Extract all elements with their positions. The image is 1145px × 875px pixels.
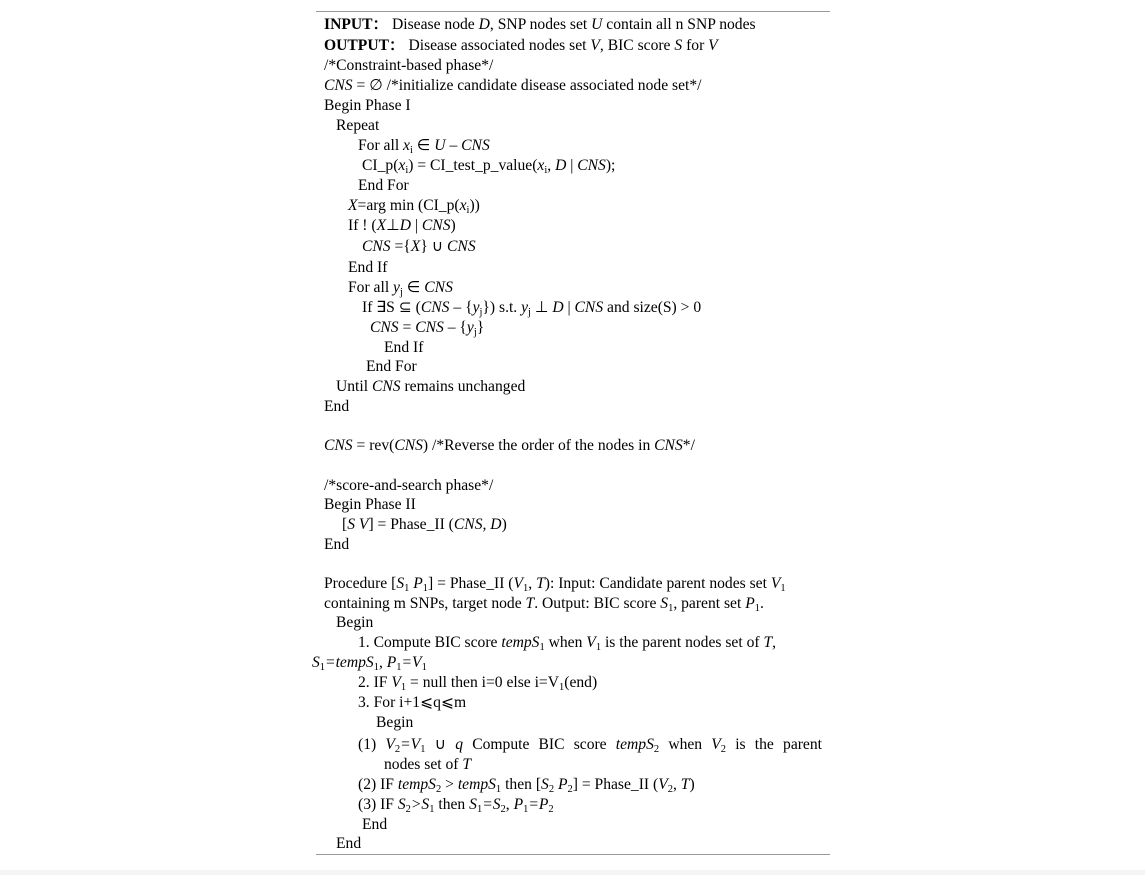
line-segment: 1: [495, 784, 502, 795]
line-segment: T: [462, 756, 472, 773]
algorithm-line: [358, 693, 466, 713]
line-segment: Disease associated nodes set: [404, 37, 591, 54]
line-segment: V: [770, 575, 781, 592]
line-segment: =: [398, 319, 416, 336]
algorithm-line: [324, 495, 416, 515]
line-segment: x: [398, 157, 406, 174]
line-segment: – {: [449, 299, 473, 316]
line-segment: , parent set: [673, 595, 746, 612]
line-segment: and size(S) > 0: [603, 299, 702, 316]
line-segment: |: [566, 157, 578, 174]
line-segment: D: [552, 299, 564, 316]
line-segment: ={: [390, 238, 411, 255]
line-segment: Begin: [336, 614, 374, 631]
line-segment: D: [555, 157, 567, 174]
line-segment: (1): [358, 736, 386, 753]
algorithm-line: [324, 535, 349, 555]
line-segment: ∈: [402, 279, 425, 296]
line-segment: j: [473, 327, 477, 338]
line-segment: 2: [667, 784, 673, 795]
line-segment: P: [557, 776, 568, 793]
line-segment: V: [590, 37, 600, 54]
algorithm-line: [384, 755, 471, 775]
line-segment: ,: [528, 575, 537, 592]
line-segment: CNS: [420, 299, 450, 316]
line-segment: OUTPUT：: [324, 37, 405, 54]
line-segment: (end): [564, 674, 598, 691]
line-segment: =S: [482, 796, 501, 813]
top-rule: [316, 11, 830, 12]
line-segment: 1: [396, 662, 402, 673]
line-segment: V: [711, 736, 721, 753]
line-segment: }) s.t.: [482, 299, 522, 316]
algorithm-box: [312, 0, 830, 856]
line-segment: CNS: [447, 238, 476, 255]
line-segment: V: [385, 736, 395, 753]
line-segment: ,: [672, 776, 681, 793]
line-segment: T: [763, 634, 773, 651]
line-segment: j: [528, 307, 531, 318]
algorithm-line: [358, 176, 409, 196]
line-segment: 2: [567, 784, 573, 795]
line-segment: then: [434, 796, 470, 813]
line-segment: /*score-and-search phase*/: [324, 477, 494, 494]
line-segment: |: [410, 217, 422, 234]
line-segment: 3. For i+1⩽q⩽m: [358, 694, 467, 711]
line-segment: CNS: [362, 238, 391, 255]
line-segment: INPUT：: [324, 16, 389, 33]
line-segment: End: [336, 835, 362, 852]
line-segment: 1: [373, 662, 379, 673]
line-segment: 2: [548, 784, 555, 795]
line-segment: ⊥: [386, 217, 400, 234]
line-segment: S: [660, 595, 669, 612]
line-segment: 1: [523, 583, 529, 594]
line-segment: X: [376, 217, 387, 234]
line-segment: D: [478, 16, 490, 33]
line-segment: End: [324, 536, 350, 553]
line-segment: containing m SNPs, target node: [324, 595, 526, 612]
line-segment: V: [391, 674, 401, 691]
line-segment: . Output: BIC score: [534, 595, 661, 612]
line-segment: CNS: [324, 77, 353, 94]
algorithm-line: [324, 96, 411, 116]
line-segment: contain all n SNP nodes: [602, 16, 756, 33]
line-segment: ⊥: [530, 299, 553, 316]
line-segment: ] = Phase_II (: [368, 516, 454, 533]
line-segment: CNS: [324, 437, 353, 454]
line-segment: ] = Phase_II (: [428, 575, 514, 592]
line-segment: then [: [501, 776, 542, 793]
bottom-rule: [316, 854, 830, 855]
line-segment: ) /*Reverse the order of the nodes in: [422, 437, 655, 454]
line-segment: y: [521, 299, 529, 316]
algorithm-line: [324, 15, 756, 35]
line-segment: Procedure [: [324, 575, 397, 592]
line-segment: V: [586, 634, 596, 651]
line-segment: ): Input: Candidate parent nodes set: [544, 575, 771, 592]
line-segment: )): [469, 197, 480, 214]
line-segment: ): [689, 776, 695, 793]
line-segment: S: [541, 776, 549, 793]
algorithm-line: [358, 795, 554, 820]
line-segment: CNS, D: [453, 516, 502, 533]
line-segment: CNS: [577, 157, 606, 174]
line-segment: ,: [772, 634, 777, 651]
line-segment: }: [476, 319, 485, 336]
line-segment: x: [537, 157, 545, 174]
line-segment: tempS: [501, 634, 540, 651]
line-segment: End For: [358, 177, 409, 194]
algorithm-line: [324, 476, 493, 496]
line-segment: X: [348, 197, 358, 214]
line-segment: y: [393, 279, 400, 296]
line-segment: CI_p(: [362, 157, 399, 174]
line-segment: 2: [548, 804, 554, 815]
line-segment: S V: [347, 516, 369, 533]
line-segment: x: [403, 137, 410, 154]
line-segment: T: [536, 575, 545, 592]
line-segment: i: [409, 145, 413, 156]
line-segment: 1: [754, 603, 760, 614]
line-segment: – {: [443, 319, 467, 336]
line-segment: y: [472, 299, 480, 316]
line-segment: (3) IF: [358, 796, 398, 813]
line-segment: For all: [358, 137, 404, 154]
line-segment: 1. Compute BIC score: [358, 634, 502, 651]
line-segment: [: [342, 516, 348, 533]
line-segment: U: [434, 137, 446, 154]
line-segment: Begin Phase I: [324, 97, 411, 114]
line-segment: for: [682, 37, 709, 54]
line-segment: );: [605, 157, 616, 174]
line-segment: y: [466, 319, 474, 336]
line-segment: 2: [435, 784, 442, 795]
line-segment: P: [386, 654, 397, 671]
line-segment: =V: [401, 654, 422, 671]
line-segment: x: [459, 197, 467, 214]
line-segment: |: [563, 299, 575, 316]
line-segment: CNS: [654, 437, 683, 454]
line-segment: i: [466, 205, 470, 216]
line-segment: 1: [421, 662, 427, 673]
line-segment: Compute BIC score: [463, 736, 616, 753]
line-segment: (2) IF: [358, 776, 398, 793]
line-segment: ) = CI_test_p_value(: [408, 157, 538, 174]
line-segment: nodes set of: [384, 756, 463, 773]
line-segment: 1: [539, 642, 545, 653]
line-segment: 1: [422, 583, 429, 594]
line-segment: S: [397, 796, 406, 813]
line-segment: /*Constraint-based phase*/: [324, 57, 494, 74]
algorithm-line: [336, 834, 361, 854]
line-segment: CNS: [394, 437, 423, 454]
algorithm-line: [348, 216, 456, 236]
line-segment: , BIC score: [599, 37, 675, 54]
line-segment: CNS: [424, 279, 453, 296]
line-segment: 2: [720, 744, 727, 755]
algorithm-line: [324, 397, 349, 417]
line-segment: is the parent nodes set of: [601, 634, 764, 651]
line-segment: =V: [400, 736, 421, 753]
line-segment: = rev(: [352, 437, 395, 454]
line-segment: .: [760, 595, 764, 612]
algorithm-line: [362, 237, 476, 257]
line-segment: Begin Phase II: [324, 496, 416, 513]
line-segment: ): [501, 516, 507, 533]
line-segment: 2: [405, 804, 411, 815]
line-segment: 2: [500, 804, 506, 815]
line-segment: 2. IF: [358, 674, 392, 691]
line-segment: CNS: [415, 319, 444, 336]
line-segment: ,: [378, 654, 387, 671]
line-segment: End: [362, 816, 388, 833]
algorithm-line: [362, 815, 387, 835]
line-segment: 2: [394, 744, 401, 755]
line-segment: ,: [505, 796, 514, 813]
algorithm-line: [384, 338, 423, 358]
line-segment: when: [659, 736, 712, 753]
line-segment: tempS: [457, 776, 496, 793]
line-segment: S: [312, 654, 320, 671]
line-segment: P: [745, 595, 755, 612]
line-segment: P: [413, 575, 423, 592]
line-segment: –: [445, 137, 462, 154]
line-segment: End: [324, 398, 350, 415]
line-segment: 1: [420, 744, 426, 755]
algorithm-line: [348, 258, 387, 278]
line-segment: Repeat: [336, 117, 380, 134]
algorithm-line: [336, 377, 525, 397]
line-segment: q: [455, 736, 464, 753]
line-segment: = ∅ /*initialize candidate disease associated node set*/: [352, 77, 702, 94]
algorithm-line: [324, 594, 764, 619]
line-segment: CNS: [574, 299, 604, 316]
line-segment: CNS: [370, 319, 399, 336]
line-segment: ] = Phase_II (: [572, 776, 659, 793]
line-segment: End For: [366, 358, 417, 375]
line-segment: S: [469, 796, 477, 813]
line-segment: V: [708, 37, 718, 54]
line-segment: S: [674, 37, 683, 54]
line-segment: End If: [384, 339, 424, 356]
line-segment: ∪: [425, 736, 456, 753]
line-segment: CNS: [371, 378, 401, 395]
algorithm-line: [342, 515, 507, 535]
line-segment: ): [450, 217, 456, 234]
line-segment: ,: [547, 157, 556, 174]
line-segment: 1: [780, 583, 786, 594]
line-segment: ∈: [412, 137, 435, 154]
line-segment: D: [399, 217, 411, 234]
algorithm-line: [336, 116, 379, 136]
line-segment: If ∃S ⊆ (: [362, 299, 421, 316]
line-segment: } ∪: [420, 238, 448, 255]
algorithm-line: [366, 357, 417, 377]
algorithm-line: [324, 56, 493, 76]
line-segment: Until: [336, 378, 372, 395]
algorithm-line: [324, 76, 701, 96]
line-segment: >: [441, 776, 458, 793]
line-segment: =arg min (CI_p(: [357, 197, 460, 214]
line-segment: T: [680, 776, 690, 793]
line-segment: , SNP nodes set: [489, 16, 592, 33]
line-segment: 1: [559, 682, 565, 693]
line-segment: */: [682, 437, 695, 454]
line-segment: P: [513, 796, 524, 813]
line-segment: =tempS: [325, 654, 374, 671]
line-segment: 1: [400, 682, 407, 693]
line-segment: is the parent: [726, 736, 822, 753]
line-segment: j: [479, 307, 483, 318]
line-segment: 1: [595, 642, 602, 653]
line-segment: remains unchanged: [400, 378, 526, 395]
line-segment: =P: [528, 796, 549, 813]
line-segment: T: [525, 595, 535, 612]
line-segment: = null then i=0 else i=V: [406, 674, 559, 691]
line-segment: when: [544, 634, 587, 651]
algorithm-line: [376, 713, 413, 733]
line-segment: tempS: [397, 776, 436, 793]
line-segment: tempS: [615, 736, 654, 753]
algorithm-line: [336, 613, 373, 633]
line-segment: End If: [348, 259, 388, 276]
line-segment: i: [544, 165, 548, 176]
line-segment: S: [396, 575, 405, 592]
line-segment: i: [405, 165, 409, 176]
line-segment: V: [513, 575, 524, 592]
line-segment: CNS: [461, 137, 490, 154]
line-segment: U: [591, 16, 603, 33]
algorithm-line: [324, 36, 718, 56]
line-segment: 1: [476, 804, 483, 815]
line-segment: 2: [653, 744, 660, 755]
line-segment: CNS: [421, 217, 451, 234]
line-segment: 1: [429, 804, 435, 815]
line-segment: j: [399, 287, 403, 298]
line-segment: 1: [523, 804, 529, 815]
line-segment: For all: [348, 279, 394, 296]
page-bottom-band: [0, 870, 1145, 875]
line-segment: V: [658, 776, 668, 793]
line-segment: 1: [668, 603, 674, 614]
line-segment: 1: [404, 583, 410, 594]
line-segment: Disease node: [388, 16, 479, 33]
line-segment: 1: [319, 662, 326, 673]
algorithm-line: [324, 436, 695, 456]
line-segment: >S: [410, 796, 430, 813]
line-segment: Begin: [376, 714, 414, 731]
line-segment: X: [410, 238, 421, 255]
line-segment: If ! (: [348, 217, 377, 234]
